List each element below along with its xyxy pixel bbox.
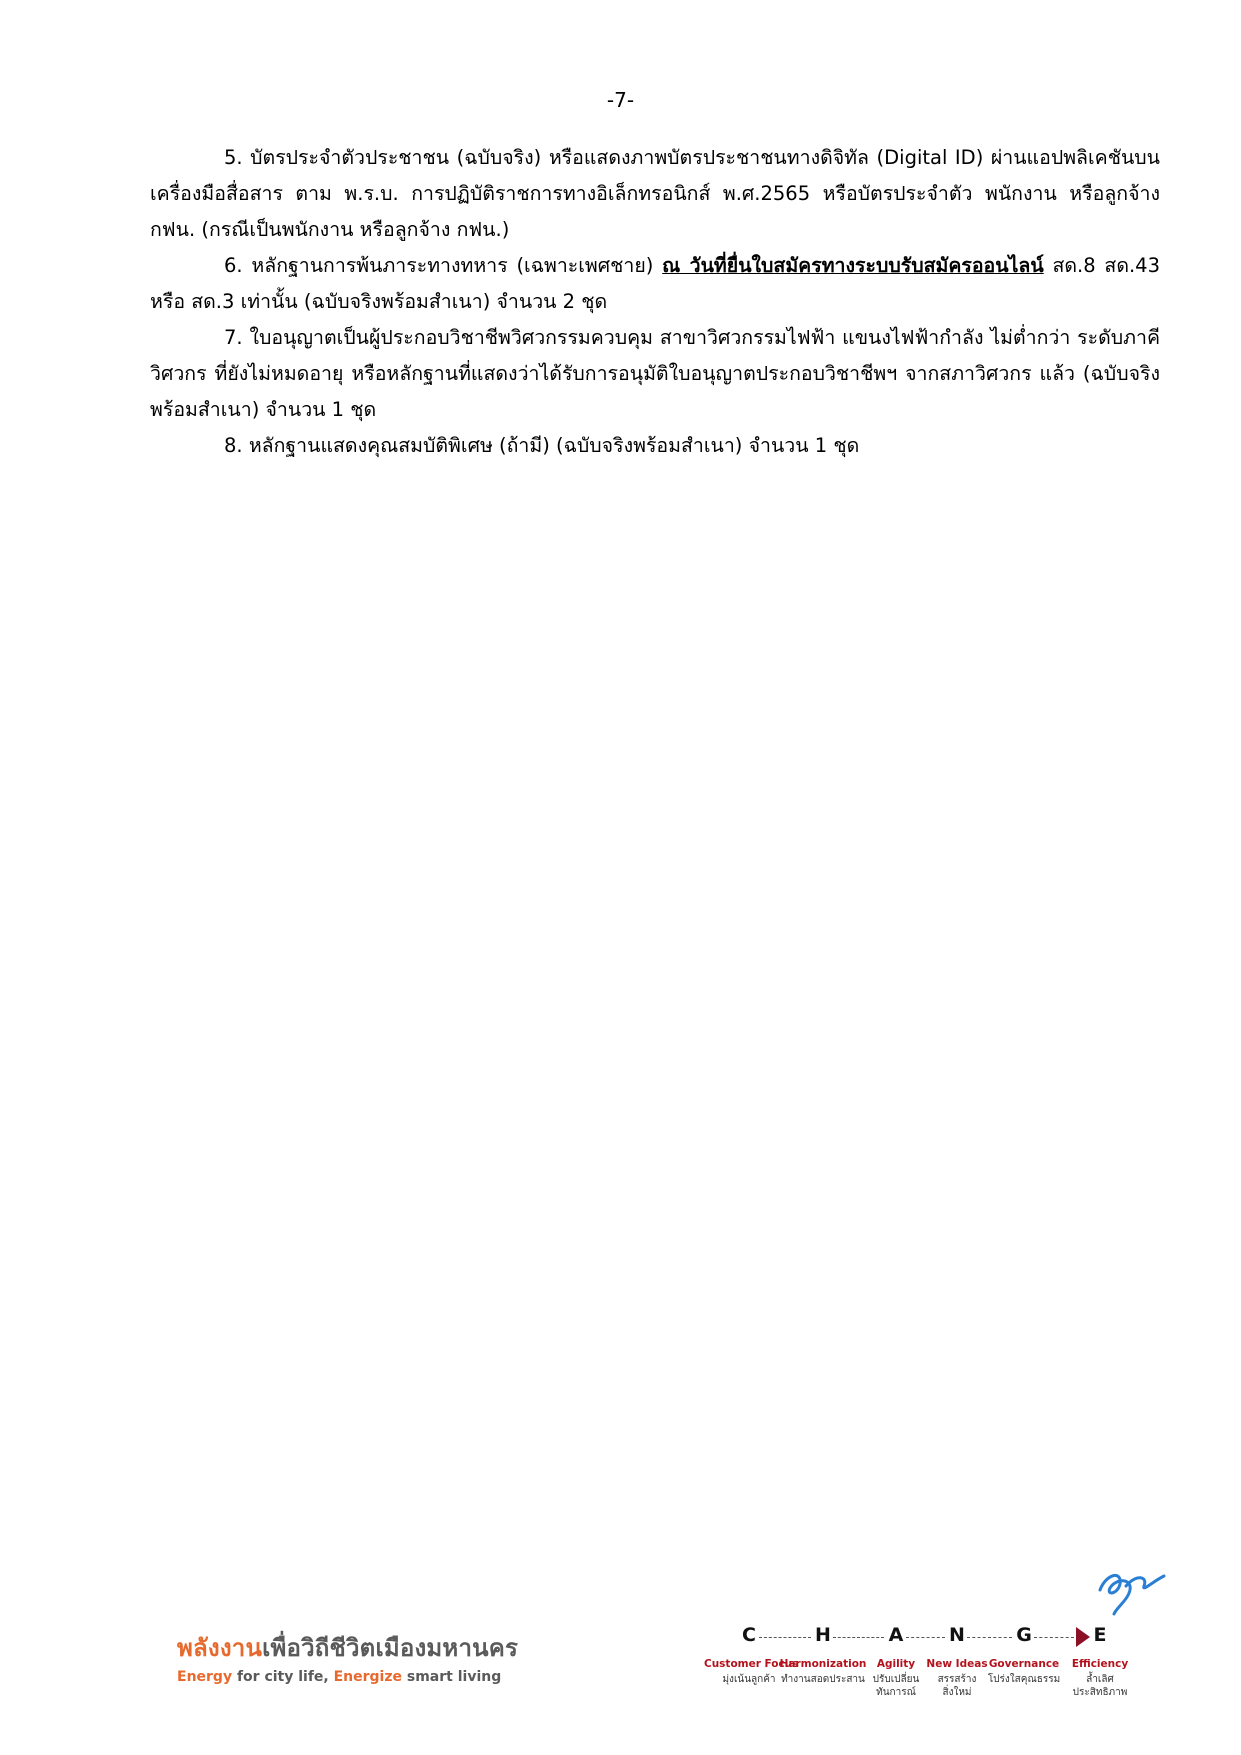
- list-item-8: [150, 428, 1160, 464]
- value-th-harmonization: ทำงานสอดประสาน: [781, 1674, 865, 1685]
- value-th-efficiency-2: ประสิทธิภาพ: [1072, 1687, 1128, 1698]
- value-connector: [759, 1637, 811, 1638]
- document-body: [150, 140, 1160, 464]
- slogan-en-energize: Energize: [333, 1669, 403, 1685]
- footer-slogan: [177, 1628, 518, 1685]
- value-letter-h: H: [815, 1624, 831, 1646]
- list-item-5: [150, 140, 1160, 248]
- item-text: หลักฐานแสดงคุณสมบัติพิเศษ (ถ้ามี) (ฉบับจริงพร้อมสำเนา) จำนวน 1 ชุด: [248, 434, 860, 457]
- value-th-efficiency: ล้ำเลิศ: [1086, 1674, 1114, 1685]
- slogan-thai-rest: เพื่อวิถีชีวิตเมืองมหานคร: [262, 1634, 519, 1662]
- value-en-harmonization: Harmonization: [779, 1658, 867, 1670]
- arrow-right-icon: [1076, 1627, 1090, 1647]
- value-connector: [967, 1637, 1012, 1638]
- value-letter-c: C: [742, 1624, 756, 1646]
- item-text-after: สด.8 สด.43 หรือ สด.3 เท่านั้น (ฉบับจริงพร้อมสำเนา) จำนวน 2 ชุด: [150, 254, 1160, 313]
- signature-mark: [1092, 1560, 1172, 1616]
- slogan-english: [177, 1669, 518, 1685]
- slogan-en-text1: for city life,: [232, 1669, 334, 1685]
- slogan-thai-highlight: พลังงาน: [177, 1634, 263, 1662]
- value-letter-n: N: [949, 1624, 965, 1646]
- value-en-agility: Agility: [876, 1658, 916, 1670]
- item-number: 7.: [224, 326, 243, 349]
- item-text: หลักฐานการพ้นภาระทางทหาร (เฉพาะเพศชาย): [251, 254, 654, 277]
- item-text: ใบอนุญาตเป็นผู้ประกอบวิชาชีพวิศวกรรมควบคุม สาขาวิศวกรรมไฟฟ้า แขนงไฟฟ้ากำลัง ไม่ต่ำกว่า ระดับภาคีวิศวกร ที่ยังไม่หมดอายุ หรือหลักฐานที่แสดงว่าได้รับการอนุมัติใบอนุญาตประกอบวิชาชีพฯ จากสภาวิศวกร แล้ว (ฉบับจริงพร้อมสำเนา) จำนวน 1 ชุด: [150, 326, 1160, 421]
- item-text: บัตรประจำตัวประชาชน (ฉบับจริง) หรือแสดงภาพบัตรประชาชนทางดิจิทัล (Digital ID) ผ่านแอปพลิเคชันบนเครื่องมือสื่อสาร ตาม พ.ร.บ. การปฏิบัติราชการทางอิเล็กทรอนิกส์ พ.ศ.2565 หรือบัตรประจำตัว พนักงาน หรือลูกจ้าง กฟน. (กรณีเป็นพนักงาน หรือลูกจ้าง กฟน.): [150, 146, 1160, 241]
- value-connector: [833, 1637, 884, 1638]
- value-th-new-ideas-2: สิ่งใหม่: [942, 1687, 972, 1698]
- value-th-governance: โปร่งใสคุณธรรม: [987, 1674, 1061, 1685]
- item-emphasis: ณ วันที่ยื่นใบสมัครทางระบบรับสมัครออนไลน์: [662, 254, 1044, 277]
- list-item-7: [150, 320, 1160, 428]
- value-en-governance: Governance: [988, 1658, 1060, 1670]
- item-number: 5.: [224, 146, 243, 169]
- value-th-new-ideas: สรรสร้าง: [937, 1674, 977, 1685]
- value-letter-e: E: [1093, 1624, 1107, 1646]
- item-number: 6.: [224, 254, 243, 277]
- change-values-bar: [704, 1624, 1152, 1734]
- value-letter-g: G: [1016, 1624, 1032, 1646]
- value-connector: [906, 1637, 945, 1638]
- item-number: 8.: [224, 434, 243, 457]
- value-en-customer-focus: Customer Focus: [704, 1658, 799, 1670]
- slogan-en-energy: Energy: [177, 1669, 233, 1685]
- value-th-customer-focus: มุ่งเน้นลูกค้า: [722, 1674, 776, 1685]
- value-connector: [1034, 1637, 1074, 1638]
- slogan-thai: [177, 1628, 518, 1667]
- value-letter-a: A: [888, 1624, 904, 1646]
- value-th-agility: ปรับเปลี่ยน: [872, 1674, 920, 1685]
- slogan-en-text2: smart living: [402, 1669, 502, 1685]
- value-en-efficiency: Efficiency: [1071, 1658, 1129, 1670]
- list-item-6: [150, 248, 1160, 320]
- page-number: -7-: [606, 88, 635, 112]
- value-en-new-ideas: New Ideas: [926, 1658, 988, 1670]
- value-th-agility-2: ทันการณ์: [876, 1687, 916, 1698]
